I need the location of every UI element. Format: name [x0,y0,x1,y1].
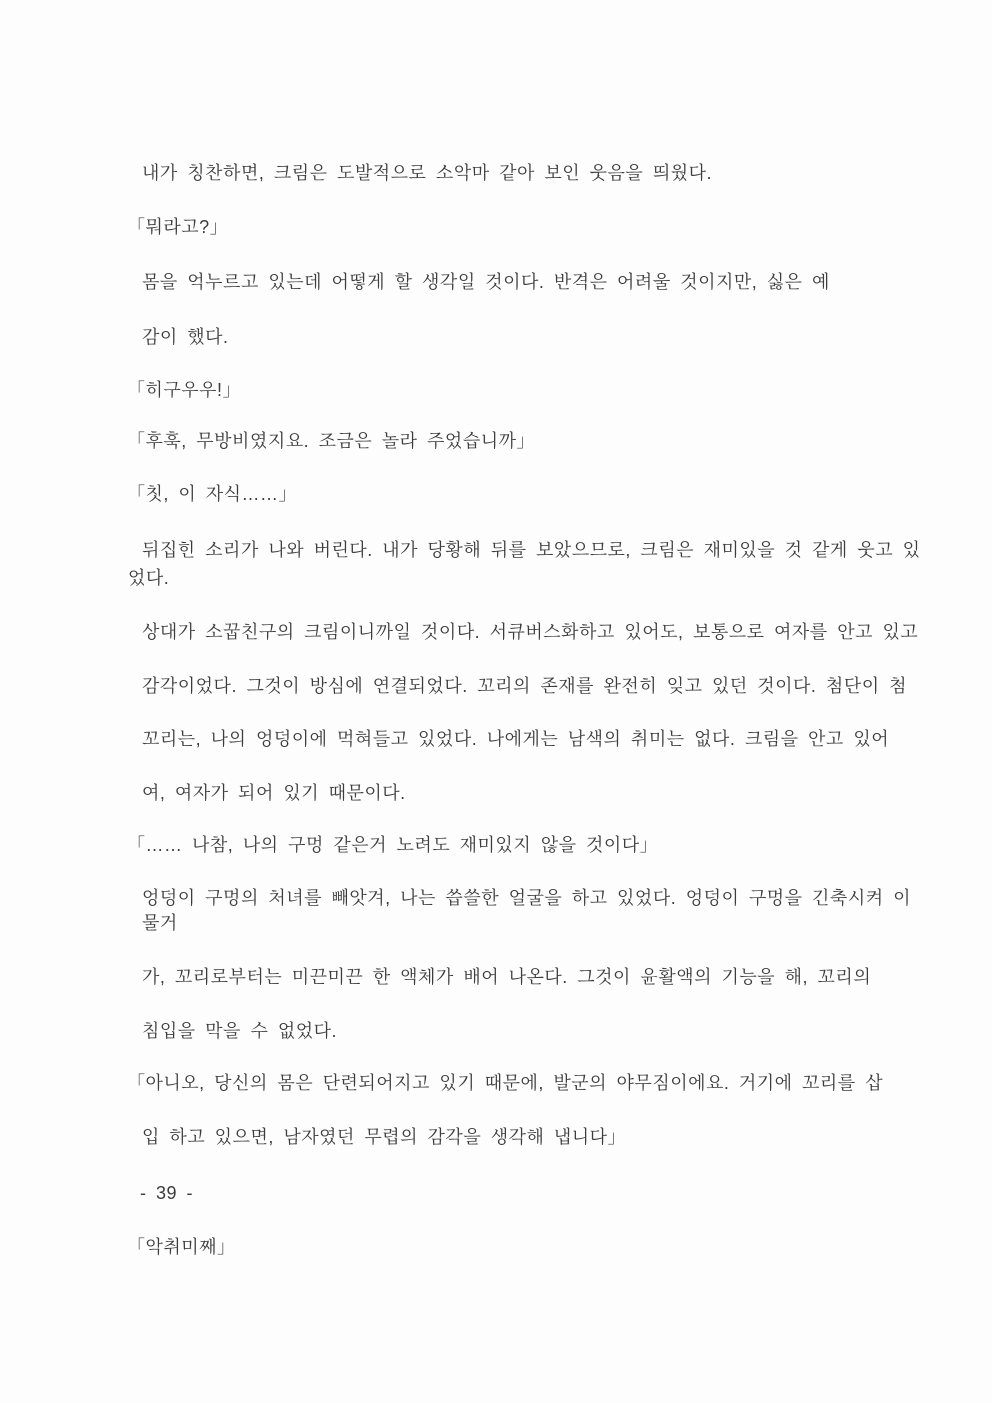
dialogue-line: 「후훅, 무방비였지요. 조금은 놀라 주었습니까」 [127,431,535,451]
text-line: 가, 꼬리로부터는 미끈미끈 한 액체가 배어 나온다. 그것이 윤활액의 기능을 해, 꼬리의 [142,967,872,987]
dialogue-line: 「히구우우!」 [127,380,242,400]
text-line: 었다. [128,568,170,588]
text-line: 물거 [142,913,178,933]
dialogue-line: 「악취미째」 [127,1237,236,1257]
text-line: 침입을 막을 수 없었다. [142,1021,337,1041]
text-line: 감이 했다. [142,327,229,347]
text-line: 입 하고 있으면, 남자였던 무렵의 감각을 생각해 냅니다」 [142,1127,627,1147]
text-line: 여, 여자가 되어 있기 때문이다. [142,783,406,803]
dialogue-line: 「칫, 이 자식……」 [127,484,298,504]
text-line: 엉덩이 구멍의 처녀를 빼앗겨, 나는 씁쓸한 얼굴을 하고 있었다. 엉덩이 구멍을 긴축시켜 이 [142,888,911,908]
text-line: 몸을 억누르고 있는데 어떻게 할 생각일 것이다. 반격은 어려울 것이지만, 싫은 예 [142,272,830,292]
text-line: 내가 칭찬하면, 크림은 도발적으로 소악마 같아 보인 웃음을 띄웠다. [142,163,712,183]
text-line: 뒤집힌 소리가 나와 버린다. 내가 당황해 뒤를 보았으므로, 크림은 재미있을 것 같게 웃고 있 [142,540,921,560]
page-number: - 39 - [140,1183,194,1203]
dialogue-line: 「뭐라고?」 [127,217,229,237]
dialogue-line: 「…… 나참, 나의 구멍 같은거 노려도 재미있지 않을 것이다」 [127,835,659,855]
text-line: 감각이었다. 그것이 방심에 연결되었다. 꼬리의 존재를 완전히 잊고 있던 것이다. 첨단이 첨 [142,676,907,696]
text-line: 꼬리는, 나의 엉덩이에 먹혀들고 있었다. 나에게는 남색의 취미는 없다. 크림을 안고 있어 [142,729,890,749]
text-line: 상대가 소꿉친구의 크림이니까일 것이다. 서큐버스화하고 있어도, 보통으로 여자를 안고 있고 [142,622,919,642]
dialogue-line: 「아니오, 당신의 몸은 단련되어지고 있기 때문에, 발군의 야무짐이에요. 거기에 꼬리를 삽 [127,1073,884,1093]
